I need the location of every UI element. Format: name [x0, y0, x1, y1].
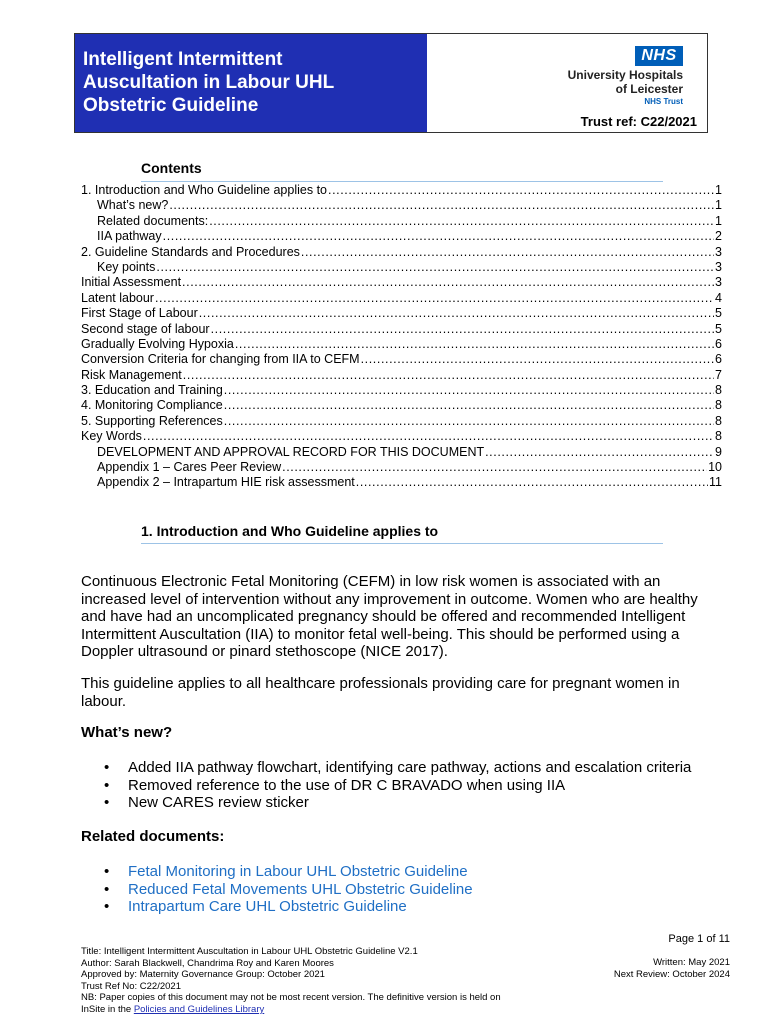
bullet-icon: • — [104, 863, 110, 880]
toc-entry-label: Initial Assessment — [81, 275, 182, 290]
document-header — [74, 33, 708, 133]
contents-heading-rule — [141, 181, 663, 182]
related-document-link[interactable]: Intrapartum Care UHL Obstetric Guideline — [128, 898, 407, 916]
contents-heading: Contents — [141, 160, 202, 176]
toc-entry-label: 5. Supporting References — [81, 413, 223, 428]
toc-entry-label: Appendix 2 – Intrapartum HIE risk assessment — [97, 475, 355, 490]
policies-library-link[interactable]: Policies and Guidelines Library — [133, 1003, 265, 1015]
toc-leader — [235, 337, 714, 352]
toc-entry-page: 5 — [715, 321, 722, 336]
footer-approved: Approved by: Maternity Governance Group: October 2021 — [81, 969, 325, 981]
toc-entry-label: Risk Management — [81, 367, 182, 382]
toc-entry[interactable] — [81, 245, 722, 260]
toc-entry[interactable] — [81, 322, 722, 337]
toc-entry-page: 8 — [715, 383, 722, 398]
related-document-item[interactable] — [104, 881, 473, 899]
toc-leader — [199, 306, 714, 321]
toc-entry-page: 1 — [715, 183, 722, 197]
document-title-line-3: Obstetric Guideline — [83, 95, 259, 116]
footer-metadata — [81, 946, 501, 1016]
toc-entry[interactable] — [81, 306, 722, 321]
whats-new-list — [104, 759, 691, 812]
footer-insite — [81, 1004, 501, 1016]
toc-entry-page: 8 — [715, 429, 722, 444]
page-number: Page 1 of 11 — [668, 933, 730, 945]
table-of-contents — [81, 183, 722, 491]
bullet-icon: • — [104, 880, 110, 898]
whats-new-item — [104, 777, 691, 795]
footer-next-review: Next Review: October 2024 — [613, 968, 730, 980]
related-documents-list — [104, 863, 473, 916]
toc-entry[interactable] — [81, 475, 722, 490]
toc-leader — [356, 475, 708, 490]
toc-entry-label: Conversion Criteria for changing from IIA to CEFM — [81, 352, 360, 367]
section-heading: 1. Introduction and Who Guideline applies to — [141, 523, 439, 539]
whats-new-text: Removed reference to the use of DR C BRAVADO when using IIA — [128, 776, 566, 794]
footer-trust-ref: Trust Ref No: C22/2021 — [81, 980, 181, 992]
whats-new-heading: What’s new? — [81, 724, 173, 741]
toc-leader — [361, 352, 714, 367]
toc-leader — [328, 183, 714, 198]
toc-entry[interactable] — [81, 445, 722, 460]
toc-entry-label: Key points — [97, 259, 156, 274]
toc-entry-label: IIA pathway — [97, 229, 162, 244]
toc-leader — [209, 214, 714, 229]
toc-entry[interactable] — [81, 337, 722, 352]
toc-leader — [485, 445, 714, 460]
intro-paragraph: Continuous Electronic Fetal Monitoring (CEFM) in low risk women is associated with an increased level of intervention without any improvement in outcome. Women who are healthy and have had an uncomplicated pregnancy should be offered and recommended Intelligent Intermittent Auscultation (IIA) to monitor fetal well-being. This should be performed using a Doppler ultrasound or pinard stethoscope (NICE 2017). — [81, 573, 698, 661]
toc-entry[interactable] — [81, 275, 722, 290]
document-title-line-1: Intelligent Intermittent — [83, 49, 283, 70]
toc-entry-label: Key Words — [81, 429, 142, 444]
toc-entry-page: 11 — [709, 475, 722, 490]
logo-text-line-2: of Leicester — [615, 82, 683, 96]
bullet-icon: • — [104, 759, 110, 776]
toc-leader — [301, 245, 714, 260]
toc-entry[interactable] — [81, 260, 722, 275]
toc-leader — [163, 229, 714, 244]
toc-entry-page: 3 — [715, 259, 722, 274]
bullet-icon: • — [104, 898, 110, 916]
toc-entry[interactable] — [81, 352, 722, 367]
toc-entry-label: First Stage of Labour — [81, 306, 198, 321]
toc-entry-page: 6 — [715, 336, 722, 351]
toc-entry-page: 1 — [715, 198, 722, 213]
toc-leader — [156, 260, 714, 275]
whats-new-text: New CARES review sticker — [128, 794, 309, 812]
document-title-line-2: Auscultation in Labour UHL — [83, 72, 335, 93]
toc-leader — [182, 275, 714, 290]
toc-entry-page: 2 — [715, 229, 722, 244]
toc-entry-label: 3. Education and Training — [81, 383, 223, 398]
toc-entry[interactable] — [81, 198, 722, 213]
toc-entry-page: 9 — [715, 444, 722, 459]
toc-entry-page: 1 — [715, 213, 722, 228]
toc-entry[interactable] — [81, 183, 722, 198]
toc-entry-page: 8 — [715, 398, 722, 413]
toc-leader — [143, 429, 714, 444]
toc-entry-page: 7 — [715, 367, 722, 382]
document-title-block — [75, 34, 427, 132]
footer-written: Written: May 2021 — [653, 957, 730, 968]
toc-entry-label: 1. Introduction and Who Guideline applies to — [81, 183, 327, 197]
footer-dates — [614, 957, 730, 980]
toc-entry-label: Appendix 1 – Cares Peer Review — [97, 460, 282, 475]
bullet-icon: • — [104, 776, 110, 794]
logo-text-line-1: University Hospitals — [567, 68, 683, 82]
toc-entry[interactable] — [81, 229, 722, 244]
footer-author: Author: Sarah Blackwell, Chandrima Roy and Karen Moores — [81, 957, 334, 969]
toc-entry-page: 6 — [715, 352, 722, 367]
toc-entry-page: 3 — [715, 275, 722, 290]
toc-entry-label: Latent labour — [81, 290, 154, 305]
section-heading-rule — [141, 543, 663, 544]
footer-title: Title: Intelligent Intermittent Auscultation in Labour UHL Obstetric Guideline V2.1 — [81, 946, 418, 957]
related-document-item[interactable] — [104, 898, 473, 916]
toc-entry[interactable] — [81, 460, 722, 475]
footer-insite-prefix: InSite in the — [81, 1003, 134, 1015]
toc-entry-label: DEVELOPMENT AND APPROVAL RECORD FOR THIS DOCUMENT — [97, 444, 485, 459]
toc-entry-label: Related documents: — [97, 213, 209, 228]
toc-leader — [183, 368, 714, 383]
toc-entry-label: Second stage of labour — [81, 321, 210, 336]
toc-entry-page: 8 — [715, 413, 722, 428]
whats-new-item — [104, 794, 691, 812]
logo-text-line-3: NHS Trust — [644, 97, 683, 106]
toc-leader — [224, 414, 714, 429]
toc-leader — [211, 322, 714, 337]
related-document-link[interactable]: Fetal Monitoring in Labour UHL Obstetric Guideline — [128, 863, 468, 880]
whats-new-text: Added IIA pathway flowchart, identifying care pathway, actions and escalation criteria — [128, 759, 692, 776]
toc-entry-label: 2. Guideline Standards and Procedures — [81, 244, 300, 259]
toc-entry-page: 3 — [715, 244, 722, 259]
related-documents-heading: Related documents: — [81, 828, 225, 845]
toc-entry-label: What’s new? — [97, 198, 169, 213]
related-document-item[interactable] — [104, 863, 473, 881]
toc-entry-label: 4. Monitoring Compliance — [81, 398, 223, 413]
toc-entry[interactable] — [81, 398, 722, 413]
toc-entry-label: Gradually Evolving Hypoxia — [81, 336, 234, 351]
toc-leader — [224, 383, 714, 398]
nhs-logo-icon: NHS — [635, 46, 683, 66]
toc-leader — [169, 198, 714, 213]
toc-leader — [282, 460, 707, 475]
toc-entry-page: 4 — [715, 290, 722, 305]
toc-entry[interactable] — [81, 368, 722, 383]
nhs-trust-logo — [553, 46, 683, 106]
whats-new-item — [104, 759, 691, 777]
toc-leader — [155, 291, 714, 306]
toc-entry[interactable] — [81, 383, 722, 398]
bullet-icon: • — [104, 794, 110, 812]
scope-paragraph: This guideline applies to all healthcare professionals providing care for pregnant women in labour. — [81, 675, 680, 710]
toc-entry[interactable] — [81, 214, 722, 229]
toc-entry-page: 10 — [708, 460, 722, 475]
toc-entry[interactable] — [81, 291, 722, 306]
related-document-link[interactable]: Reduced Fetal Movements UHL Obstetric Guideline — [128, 880, 473, 898]
toc-leader — [224, 398, 714, 413]
toc-entry[interactable] — [81, 414, 722, 429]
trust-reference: Trust ref: C22/2021 — [580, 114, 697, 129]
toc-entry[interactable] — [81, 429, 722, 444]
toc-entry-page: 5 — [715, 306, 722, 321]
footer-nb: NB: Paper copies of this document may not be most recent version. The definitive version is held on — [81, 992, 501, 1004]
